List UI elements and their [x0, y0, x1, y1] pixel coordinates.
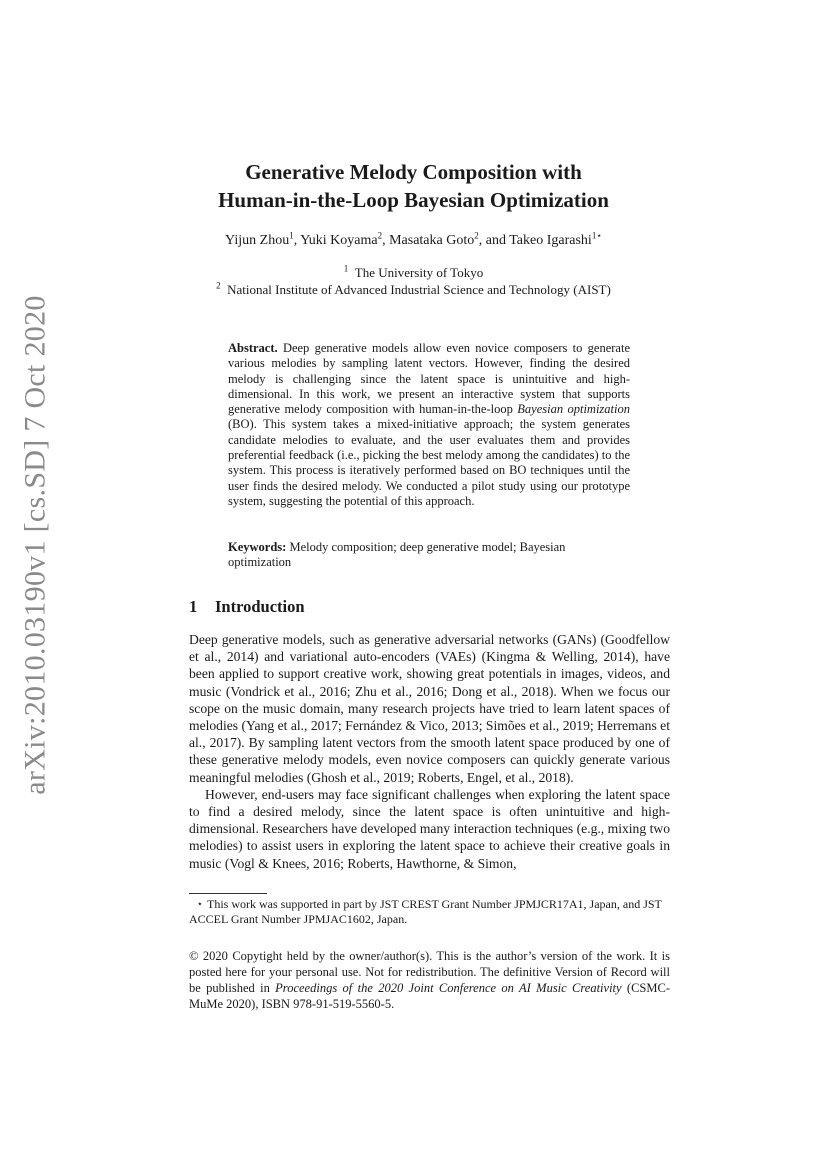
abstract — [228, 341, 630, 509]
section-heading — [189, 597, 305, 617]
keywords-label: Keywords: — [228, 540, 287, 554]
copyright-text-part2: (CSMC-MuMe 2020), ISBN 978-91-519-5560-5. — [189, 981, 670, 1011]
author-name: Masataka Goto — [389, 233, 475, 248]
affiliation-number: 2 — [216, 280, 221, 291]
affiliation-2 — [0, 282, 827, 298]
footnote — [189, 897, 670, 927]
footnote-divider — [189, 893, 267, 894]
introduction-body — [189, 631, 670, 872]
paper-title — [0, 158, 827, 214]
author-separator: , — [382, 233, 390, 248]
affiliation-1 — [0, 265, 827, 281]
author-affil-mark: 2 — [377, 230, 383, 241]
author-separator: , — [293, 233, 301, 248]
affiliation-text: The University of Tokyo — [354, 265, 484, 280]
abstract-text-part2: (BO). This system takes a mixed-initiative approach; the system generates candidate melodies to evaluate, and the user evaluates them and provides preferential feedback (i.e., picking the best melody among the candidates) to the system. This process is iteratively performed based on BO techniques until the user finds the desired melody. We conducted a pilot study using our prototype system, suggesting the potential of this approach. — [228, 417, 630, 508]
author-affil-mark: 2 — [474, 230, 479, 241]
footnote-text: This work was supported in part by JST CREST Grant Number JPMJCR17A1, Japan, and JST ACCEL Grant Number JPMJAC1602, Japan. — [189, 897, 662, 926]
footnote-mark: ⋆ — [196, 899, 203, 910]
author-affil-mark: 1⋆ — [591, 230, 602, 241]
paragraph: However, end-users may face significant challenges when exploring the latent space to find a desired melody, since the latent space is often unintuitive and high-dimensional. Researchers have developed many interaction techniques (e.g., mixing two melodies) to assist users in exploring the latent space to achieve their creative goals in music (Vogl & Knees, 2016; Roberts, Hawthorne, & Simon, — [189, 786, 670, 871]
author-list — [0, 230, 827, 249]
author-name: Yuki Koyama — [300, 233, 378, 248]
author-affil-mark: 1 — [289, 230, 294, 241]
copyright-text-italic: Proceedings of the 2020 Joint Conference on AI Music Creativity — [275, 981, 622, 995]
abstract-text-part1: Deep generative models allow even novice composers to generate various melodies by sampling latent vectors. However, finding the desired melody is challenging since the latent space is unintuitive and high-dimensional. In this work, we present an interactive system that supports generative melody composition with human-in-the-loop — [228, 341, 631, 417]
abstract-label: Abstract. — [228, 341, 278, 355]
title-line-1: Generative Melody Composition with — [245, 160, 582, 184]
arxiv-id-text: arXiv:2010.03190v1 [cs.SD] 7 Oct 2020 — [19, 295, 53, 795]
arxiv-identifier-stamp — [14, 295, 58, 795]
section-title: Introduction — [215, 597, 305, 616]
copyright-notice — [189, 948, 670, 1012]
paragraph: Deep generative models, such as generative adversarial networks (GANs) (Goodfellow et al., 2014) and variational auto-encoders (VAEs) (Kingma & Welling, 2014), have been applied to support creative work, showing great potentials in images, videos, and music (Vondrick et al., 2016; Zhu et al., 2016; Dong et al., 2018). When we focus our scope on the music domain, many research projects have tried to learn latent spaces of melodies (Yang et al., 2017; Fernández & Vico, 2013; Simões et al., 2019; Herremans et al., 2017). By sampling latent vectors from the smooth latent space produced by one of these generative melody models, even novice composers can quickly generate various meaningful melodies (Ghosh et al., 2019; Roberts, Engel, et al., 2018). — [189, 632, 670, 785]
keywords-text: Melody composition; deep generative model; Bayesian optimization — [228, 540, 566, 570]
copyright-text-part1: © 2020 Copytight held by the owner/author(s). This is the author’s version of the work. It is posted here for your personal use. Not for redistribution. The definitive Version of Record will be published in — [189, 949, 670, 995]
keywords — [228, 540, 630, 571]
author-name: Yijun Zhou — [225, 233, 290, 248]
abstract-text-italic: Bayesian optimization — [517, 402, 630, 417]
affiliation-number: 1 — [343, 263, 349, 274]
author-name: Takeo Igarashi — [509, 233, 592, 248]
section-number: 1 — [189, 597, 198, 616]
affiliation-text: National Institute of Advanced Industrial Science and Technology (AIST) — [227, 282, 611, 297]
title-line-2: Human-in-the-Loop Bayesian Optimization — [218, 188, 609, 212]
author-separator: , and — [478, 233, 510, 248]
